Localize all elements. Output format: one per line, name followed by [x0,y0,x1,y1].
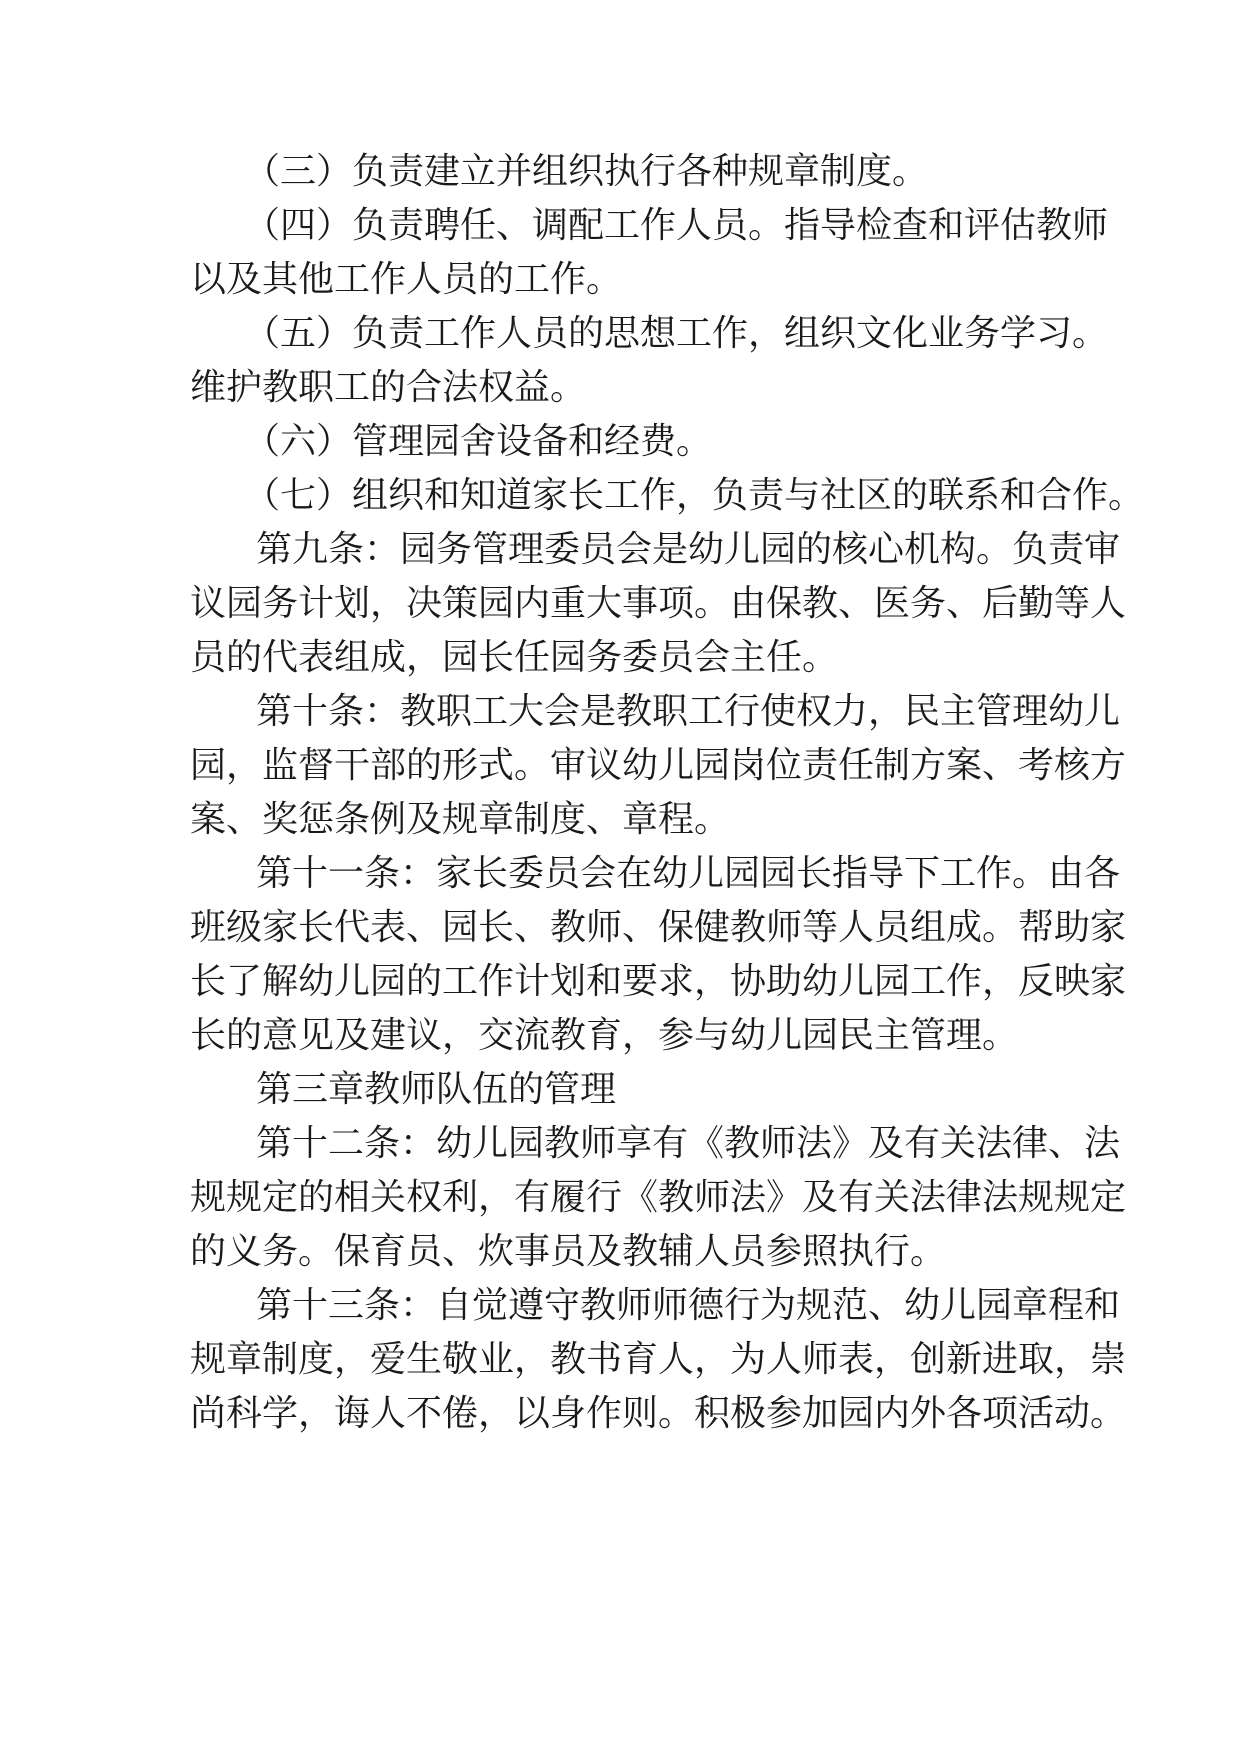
paragraph-line: 第十条：教职工大会是教职工行使权力，民主管理幼儿 [256,691,1121,732]
paragraph-line: 长了解幼儿园的工作计划和要求，协助幼儿园工作，反映家 [190,961,1127,1002]
paragraph-line: （四）负责聘任、调配工作人员。指导检查和评估教师 [244,205,1109,246]
paragraph-line: 第十二条：幼儿园教师享有《教师法》及有关法律、法 [256,1123,1121,1164]
paragraph-line: 长的意见及建议，交流教育，参与幼儿园民主管理。 [190,1015,1019,1056]
paragraph-line: 维护教职工的合法权益。 [190,367,587,408]
paragraph-line: 园，监督干部的形式。审议幼儿园岗位责任制方案、考核方 [190,745,1127,786]
chapter-heading: 第三章教师队伍的管理 [256,1069,617,1110]
paragraph-line: 案、奖惩条例及规章制度、章程。 [190,799,731,840]
paragraph-line: 规规定的相关权利，有履行《教师法》及有关法律法规规定 [190,1177,1127,1218]
paragraph-line: 议园务计划，决策园内重大事项。由保教、医务、后勤等人 [190,583,1127,624]
paragraph-line: （三）负责建立并组织执行各种规章制度。 [244,151,929,192]
paragraph-line: 以及其他工作人员的工作。 [190,259,623,300]
paragraph-line: 第九条：园务管理委员会是幼儿园的核心机构。负责审 [256,529,1121,570]
paragraph-line: 班级家长代表、园长、教师、保健教师等人员组成。帮助家 [190,907,1127,948]
paragraph-line: 第十一条：家长委员会在幼儿园园长指导下工作。由各 [256,853,1121,894]
paragraph-line: 尚科学，诲人不倦，以身作则。积极参加园内外各项活动。 [190,1393,1127,1434]
paragraph-line: （七）组织和知道家长工作，负责与社区的联系和合作。 [244,475,1145,516]
paragraph-line: （五）负责工作人员的思想工作，组织文化业务学习。 [244,313,1109,354]
paragraph-line: 规章制度，爱生敬业，教书育人，为人师表，创新进取，崇 [190,1339,1127,1380]
paragraph-line: （六）管理园舍设备和经费。 [244,421,713,462]
paragraph-line: 员的代表组成，园长任园务委员会主任。 [190,637,839,678]
paragraph-line: 第十三条：自觉遵守教师师德行为规范、幼儿园章程和 [256,1285,1121,1326]
paragraph-line: 的义务。保育员、炊事员及教辅人员参照执行。 [190,1231,947,1272]
